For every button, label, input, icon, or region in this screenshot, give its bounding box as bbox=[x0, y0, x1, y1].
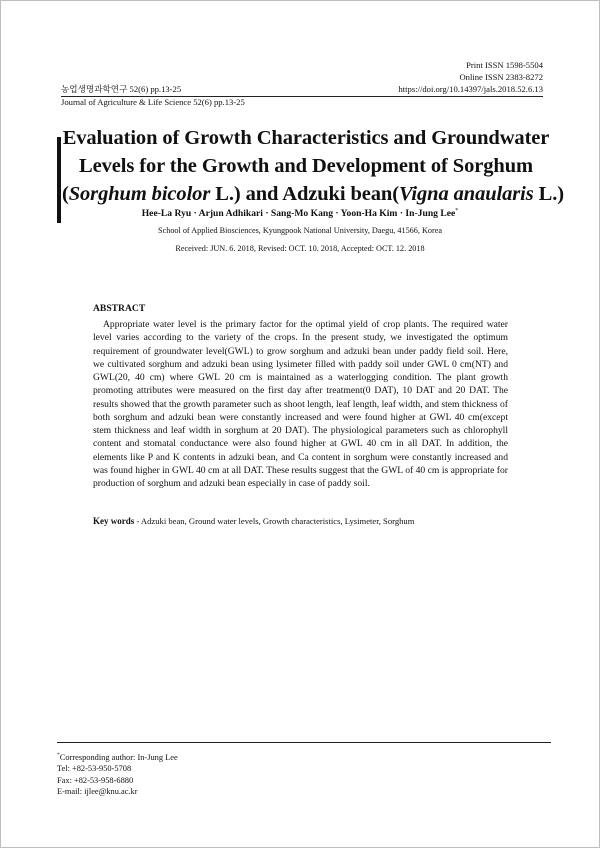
footnote-rule bbox=[57, 742, 551, 743]
doi-link[interactable]: https://doi.org/10.14397/jals.2018.52.6.13 bbox=[398, 84, 543, 94]
footnotes bbox=[57, 750, 178, 797]
species-sorghum: Sorghum bicolor bbox=[68, 183, 211, 205]
abstract-heading: ABSTRACT bbox=[93, 303, 146, 314]
author-names: Hee-La Ryu · Arjun Adhikari · Sang-Mo Kang · Yoon-Ha Kim · In-Jung Lee bbox=[141, 208, 456, 220]
online-issn: Online ISSN 2383-8272 bbox=[459, 71, 543, 82]
footnote-fax: Fax: +82-53-958-6880 bbox=[57, 775, 134, 785]
author-list bbox=[0, 208, 600, 219]
corresponding-author: Corresponding author: In-Jung Lee bbox=[59, 752, 178, 762]
footnote-email[interactable]: E-mail: ijlee@knu.ac.kr bbox=[57, 787, 138, 797]
title-paren: ( bbox=[62, 183, 69, 205]
title-line-3 bbox=[62, 180, 564, 208]
abstract-text: Appropriate water level is the primary factor for the optimal yield of crop plants. The required water level varies according to the variety of the crops. In the present study, we investigated the optimum requirement of groundwater level(GWL) to grow sorghum and adzuki bean under paddy field soil. Here, we cultivated sorghum and adzuki bean using lysimeter filled with paddy soil under GWL 0 cm(NT) and GWL(20, 40 cm) where GWL 20 cm is maintained as a waterlogging condition. The plant growth promoting attributes were measured on the first day after treatment(0 DAT), 10 DAT and 20 DAT. The results showed that the growth parameter such as shoot length, leaf length, leaf width, and stem thickness of both sorghum and adzuki bean were constantly increased and were found higher at GWL 40 cm(except stem thickness and leaf width in sorghum at 20 DAT). The physiological parameters such as chlorophyll content and stomatal conductance were also found higher at GWL 40 cm in all DAT. In addition, the elements like P and K contents in adzuki bean, and Ca content in sorghum were constantly increased and was found higher in GWL 40 cm at all DAT. These results suggest that the GWL of 40 cm is appropriate for production of sorghum and adzuki bean especially in case of paddy soil. bbox=[93, 319, 508, 489]
journal-english: Journal of Agriculture & Life Science 52(6) pp.13-25 bbox=[61, 97, 245, 107]
paper-title bbox=[62, 124, 564, 208]
footnote-mark: * bbox=[57, 752, 60, 758]
received-dates: Received: JUN. 6. 2018, Revised: OCT. 10. 2018, Accepted: OCT. 12. 2018 bbox=[175, 244, 425, 253]
journal-header-line bbox=[61, 84, 543, 97]
print-issn: Print ISSN 1598-5504 bbox=[466, 60, 543, 70]
keywords bbox=[93, 516, 414, 526]
corresponding-mark: * bbox=[455, 208, 459, 214]
footnote-corresponding bbox=[57, 750, 178, 763]
title-end: L.) bbox=[533, 183, 564, 205]
issn-block bbox=[459, 60, 543, 83]
keywords-label: Key words bbox=[93, 516, 135, 526]
keywords-text: - Adzuki bean, Ground water levels, Growth characteristics, Lysimeter, Sorghum bbox=[134, 516, 415, 526]
affiliation: School of Applied Biosciences, Kyungpook National University, Daegu, 41566, Korea bbox=[158, 226, 442, 235]
journal-korean: 농업생명과학연구 52(6) pp.13-25 bbox=[61, 84, 182, 94]
species-vigna: Vigna anaularis bbox=[398, 183, 534, 205]
footnote-tel: Tel: +82-53-950-5708 bbox=[57, 764, 132, 774]
title-line-1: Evaluation of Growth Characteristics and Groundwater bbox=[62, 127, 550, 149]
title-mid: L.) and Adzuki bean( bbox=[210, 183, 399, 205]
title-line-2: Levels for the Growth and Development of Sorghum bbox=[79, 155, 533, 177]
